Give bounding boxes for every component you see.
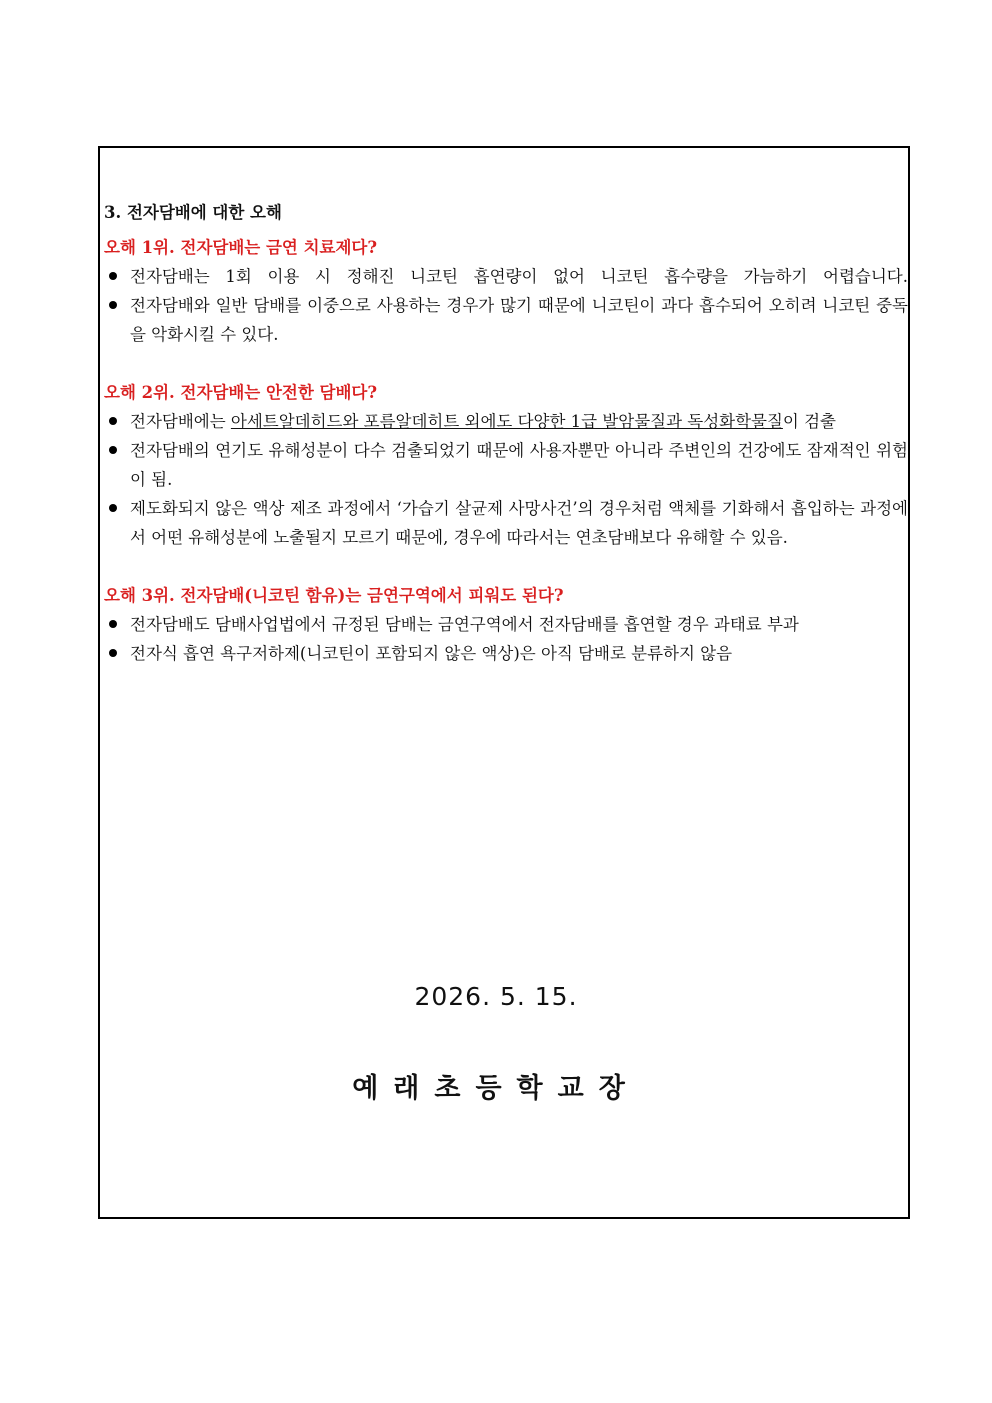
- bullet-icon: [109, 272, 117, 280]
- list-item: 전자담배의 연기도 유해성분이 다수 검출되었기 때문에 사용자뿐만 아니라 주변인의 건강에도 잠재적인 위험이 됨.: [104, 436, 908, 494]
- myth-1-list: [104, 262, 908, 349]
- myth-3-list: [104, 610, 908, 668]
- myth-2-heading: 오해 2위. 전자담배는 안전한 담배다?: [104, 383, 378, 402]
- list-item: 전자담배에는 아세트알데히드와 포름알데히트 외에도 다양한 1급 발암물질과 독성화학물질이 검출: [104, 407, 908, 436]
- underlined-substances: 아세트알데히드와 포름알데히트 외에도 다양한 1급 발암물질과 독성화학물질: [230, 412, 783, 431]
- myth-2-list: [104, 407, 908, 552]
- list-item: 전자담배는 1회 이용 시 정해진 니코틴 흡연량이 없어 니코틴 흡수량을 가늠하기 어렵습니다.: [104, 262, 908, 291]
- myth-1-heading: 오해 1위. 전자담배는 금연 치료제다?: [104, 238, 378, 257]
- list-item: 전자담배와 일반 담배를 이중으로 사용하는 경우가 많기 때문에 니코틴이 과다 흡수되어 오히려 니코틴 중독을 악화시킬 수 있다.: [104, 291, 908, 349]
- document-body: [104, 198, 908, 668]
- issuer-signature: 예래초등학교장: [352, 1073, 640, 1104]
- bullet-icon: [109, 417, 117, 425]
- list-item: 전자담배도 담배사업법에서 규정된 담배는 금연구역에서 전자담배를 흡연할 경우 과태료 부과: [104, 610, 908, 639]
- bullet-icon: [109, 504, 117, 512]
- bullet-icon: [109, 301, 117, 309]
- bullet-icon: [109, 620, 117, 628]
- bullet-icon: [109, 649, 117, 657]
- section-title: 3. 전자담배에 대한 오해: [104, 203, 282, 222]
- document-date: 2026. 5. 15.: [414, 982, 578, 1011]
- list-item: 제도화되지 않은 액상 제조 과정에서 ‘가습기 살균제 사망사건’의 경우처럼 액체를 기화해서 흡입하는 과정에서 어떤 유해성분에 노출될지 모르기 때문에, 경우에 따라서는 연초담배보다 유해할 수 있음.: [104, 494, 908, 552]
- list-item: 전자식 흡연 욕구저하제(니코틴이 포함되지 않은 액상)은 아직 담배로 분류하지 않음: [104, 639, 908, 668]
- bullet-icon: [109, 446, 117, 454]
- myth-3-heading: 오해 3위. 전자담배(니코틴 함유)는 금연구역에서 피워도 된다?: [104, 586, 564, 605]
